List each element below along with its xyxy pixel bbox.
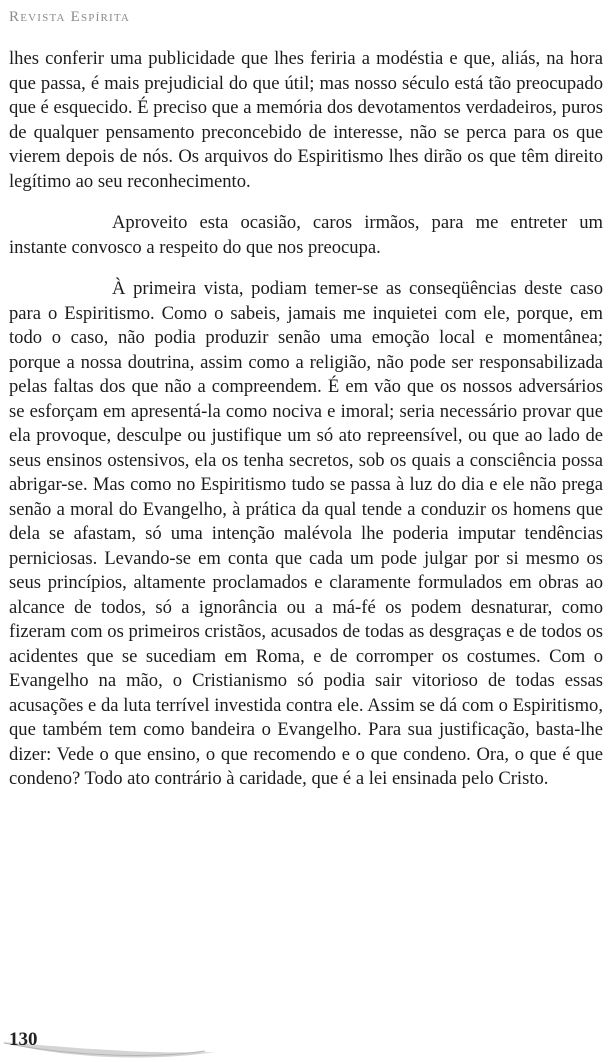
paragraph-continuation: lhes conferir uma publicidade que lhes feriria a modéstia e que, aliás, na hora que passa, é mais prejudicial do que útil; mas nosso século está tão preocupado que é esquecido. É preciso que a memória dos devotamentos verdadeiros, puros de qualquer pensamento preconcebido de interesse, não se perca para os que vierem depois de nós. Os arquivos do Espiritismo lhes dirão os que têm direito legítimo ao seu reconhecimento. xyxy=(9,48,603,192)
page-footer xyxy=(0,1022,611,1062)
paragraph-primeira-vista: À primeira vista, podiam temer-se as conseqüências deste caso para o Espiritismo. Como o sabeis, jamais me inquietei com ele, porque, em todo o caso, não podia produzir senão uma emoção local e momentânea; porque a nossa doutrina, assim como a religião, não pode ser responsabilizada pelas faltas dos que não a compreendem. É em vão que os nossos adversários se esforçam em apresentá-la como nociva e imoral; seria necessário provar que ela provoque, desculpe ou justifique um só ato repreensível, ou que ao lado de seus ensinos ostensivos, ela os tenha secretos, sob os quais a consciência possa abrigar-se. Mas como no Espiritismo tudo se passa à luz do dia e ele não prega senão a moral do Evangelho, à prática da qual tende a conduzir os homens que dela se afastam, só uma intenção malévola lhe poderia imputar tendências perniciosas. Levando-se em conta que cada um pode julgar por si mesmo os seus princípios, altamente proclamados e claramente formulados em obras ao alcance de todos, só a ignorância ou a má-fé os podem desnaturar, como fizeram com os primeiros cristãos, acusados de todas as desgraças e de todos os acidentes que se sucediam em Roma, e de corromper os costumes. Com o Evangelho na mão, o Cristianismo só podia sair vitorioso de todas essas acusações e da luta terrível investida contra ele. Assim se dá com o Espiritismo, que também tem como bandeira o Evangelho. Para sua justificação, basta-lhe dizer: Vede o que ensino, o que recomendo e o que condeno. Ora, o que é que condeno? Todo ato contrário à caridade, que é a lei ensinada pelo Cristo. xyxy=(9,278,603,789)
swoosh-ornament xyxy=(0,1022,611,1062)
paragraph-aproveito: Aproveito esta ocasião, caros irmãos, para me entreter um instante convosco a respeito do que nos preocupa. xyxy=(9,212,603,258)
page-number: 130 xyxy=(9,1029,38,1050)
running-header: Revista Espírita xyxy=(9,9,131,25)
body-text xyxy=(9,47,603,792)
